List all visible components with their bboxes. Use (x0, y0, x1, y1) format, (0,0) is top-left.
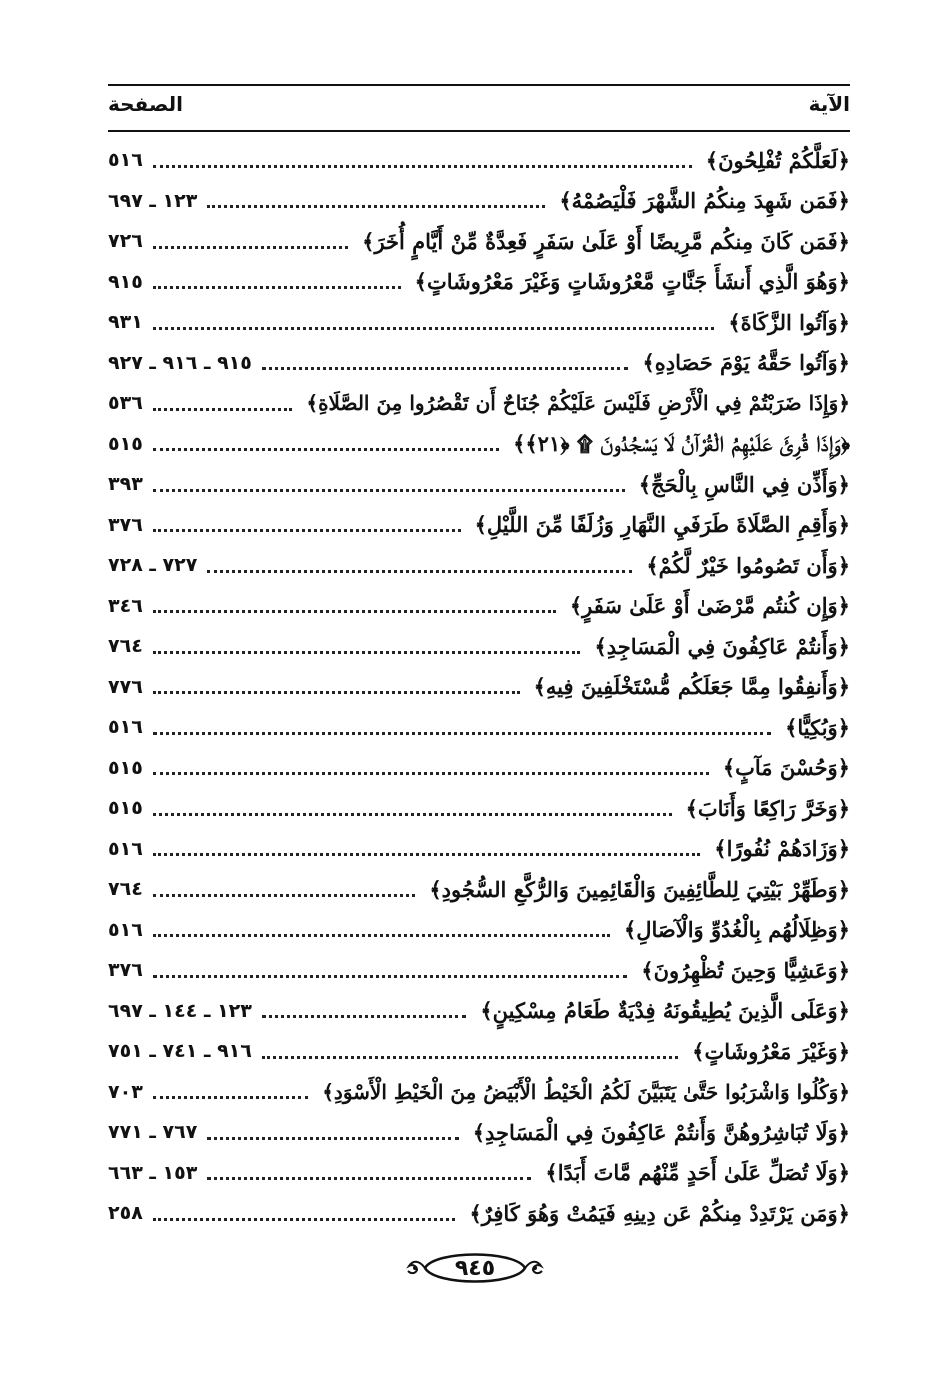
verse-text: ﴿لَعَلَّكُمْ تُفْلِحُونَ﴾ (705, 147, 850, 173)
page-number: ٩٤٥ (454, 1256, 496, 1281)
page-reference: ٥١٦ (108, 918, 143, 941)
page-reference: ٥١٥ (108, 797, 143, 820)
verse-text: ﴿وَلَا تُبَاشِرُوهُنَّ وَأَنتُمْ عَاكِفُونَ فِي الْمَسَاجِدِ﴾ (472, 1119, 850, 1145)
verse-text: ﴿وَآتُوا حَقَّهُ يَوْمَ حَصَادِهِ﴾ (642, 350, 850, 376)
dot-leader (153, 639, 581, 654)
index-entry (108, 262, 850, 303)
dot-leader (153, 234, 348, 249)
verse-text: ﴿فَمَن شَهِدَ مِنكُمُ الشَّهْرَ فَلْيَصُمْهُ﴾ (559, 188, 850, 214)
page-reference: ٧٦٧ ـ ٧٧١ (108, 1121, 198, 1144)
dot-leader (262, 1003, 466, 1018)
verse-text: ﴿وَخَرَّ رَاكِعًا وَأَنَابَ﴾ (685, 795, 850, 821)
verse-text: ﴿وَحُسْنَ مَآبٍ﴾ (722, 755, 850, 781)
index-entry (108, 667, 850, 708)
verse-text: ﴿وَإِن كُنتُم مَّرْضَىٰ أَوْ عَلَىٰ سَفَرٍ﴾ (569, 593, 850, 619)
index-entry (108, 181, 850, 222)
index-entry (108, 586, 850, 627)
page-reference: ٥١٦ (108, 716, 143, 739)
index-entry (108, 1153, 850, 1194)
verse-text: ﴿وَأَقِمِ الصَّلَاةَ طَرَفَيِ النَّهَارِ وَزُلَفًا مِّنَ اللَّيْلِ﴾ (474, 512, 850, 538)
index-entry (108, 464, 850, 505)
page-reference: ٥٣٦ (108, 392, 143, 415)
verse-text: ﴿وَأَنتُمْ عَاكِفُونَ فِي الْمَسَاجِدِ﴾ (594, 633, 850, 659)
dot-leader (153, 720, 771, 735)
page-reference: ٥١٥ (108, 432, 143, 455)
page-reference: ٣٧٦ (108, 959, 143, 982)
page-footer (0, 1248, 950, 1298)
verse-text: ﴿وَعَشِيًّا وَحِينَ تُظْهِرُونَ﴾ (641, 957, 850, 983)
page-reference: ١٥٣ ـ ٦٦٣ (108, 1161, 198, 1184)
index-entry (108, 424, 850, 465)
index-entry (108, 748, 850, 789)
dot-leader (207, 1165, 531, 1180)
index-entry (108, 626, 850, 667)
table-header (108, 92, 850, 124)
index-entry (108, 829, 850, 870)
index-entry (108, 221, 850, 262)
page-reference: ٥١٦ (108, 837, 143, 860)
page-reference: ٣٤٦ (108, 594, 143, 617)
index-entry (108, 1072, 850, 1113)
dot-leader (153, 963, 627, 978)
dot-leader (153, 598, 556, 613)
dot-leader (153, 922, 610, 937)
page-reference: ٧٢٧ ـ ٧٢٨ (108, 554, 198, 577)
page-reference: ٧٧٦ (108, 675, 143, 698)
index-entry (108, 707, 850, 748)
index-entry (108, 910, 850, 951)
verse-text: ﴿وَطَهِّرْ بَيْتِيَ لِلطَّائِفِينَ وَالْقَائِمِينَ وَالرُّكَّعِ السُّجُودِ﴾ (429, 876, 850, 902)
page-reference: ٣٧٦ (108, 513, 143, 536)
verse-text: ﴿وَإِذَا ضَرَبْتُمْ فِي الْأَرْضِ فَلَيْسَ عَلَيْكُمْ جُنَاحٌ أَن تَقْصُرُوا مِنَ الصَّلَاةِ﴾ (306, 391, 850, 416)
dot-leader (153, 1084, 308, 1099)
dot-leader (262, 1044, 678, 1059)
index-entry (108, 140, 850, 181)
verse-index-list (108, 140, 850, 1234)
dot-leader (153, 396, 293, 411)
index-entry (108, 302, 850, 343)
dot-leader (153, 517, 461, 532)
verse-text: ﴿فَمَن كَانَ مِنكُم مَّرِيضًا أَوْ عَلَىٰ سَفَرٍ فَعِدَّةٌ مِّنْ أَيَّامٍ أُخَرَ﴾ (362, 228, 850, 254)
verse-text: ﴿وَظِلَالُهُم بِالْغُدُوِّ وَالْآصَالِ﴾ (623, 917, 850, 943)
dot-leader (153, 477, 625, 492)
index-entry (108, 383, 850, 424)
ayah-column-heading: الآية (808, 92, 850, 116)
verse-text: ﴿وَإِذَا قُرِئَ عَلَيْهِمُ الْقُرْآنُ لَا يَسْجُدُونَ ۩ ﴿٢١﴾﴾ (513, 430, 850, 456)
page-reference: ٢٥٨ (108, 1202, 143, 1225)
index-entry (108, 950, 850, 991)
dot-leader (153, 760, 709, 775)
dot-leader (153, 315, 715, 330)
header-top-rule (108, 84, 850, 86)
verse-text: ﴿وَكُلُوا وَاشْرَبُوا حَتَّىٰ يَتَبَيَّنَ لَكُمُ الْخَيْطُ الْأَبْيَضُ مِنَ الْخَيْطِ الْأَسْوَدِ﴾ (322, 1079, 850, 1104)
page-reference: ٣٩٣ (108, 473, 143, 496)
dot-leader (153, 882, 416, 897)
verse-text: ﴿وَمَن يَرْتَدِدْ مِنكُمْ عَن دِينِهِ فَيَمُتْ وَهُوَ كَافِرٌ﴾ (469, 1200, 850, 1226)
index-entry (108, 545, 850, 586)
page-reference: ٧٠٣ (108, 1080, 143, 1103)
page-reference: ١٢٣ ـ ١٤٤ ـ ٦٩٧ (108, 999, 252, 1022)
index-entry (108, 1112, 850, 1153)
page-column-heading: الصفحة (108, 92, 184, 116)
verse-text: ﴿وَآتُوا الزَّكَاةَ﴾ (728, 309, 850, 335)
page-reference: ١٢٣ ـ ٦٩٧ (108, 189, 198, 212)
dot-leader (207, 193, 545, 208)
page-reference: ٧٦٤ (108, 635, 143, 658)
verse-text: ﴿وَأَنفِقُوا مِمَّا جَعَلَكُم مُّسْتَخْلَفِينَ فِيهِ﴾ (533, 674, 850, 700)
verse-text: ﴿وَغَيْرَ مَعْرُوشَاتٍ﴾ (692, 1038, 850, 1064)
dot-leader (153, 1206, 456, 1221)
page-reference: ٥١٥ (108, 756, 143, 779)
dot-leader (207, 558, 632, 573)
header-bottom-rule (108, 130, 850, 132)
dot-leader (153, 841, 700, 856)
dot-leader (207, 1125, 458, 1140)
dot-leader (153, 153, 692, 168)
page-reference: ٧٦٤ (108, 878, 143, 901)
page-reference: ٩١٦ ـ ٧٤١ ـ ٧٥١ (108, 1040, 252, 1063)
index-entry (108, 1193, 850, 1234)
dot-leader (153, 436, 499, 451)
page-reference: ٩٣١ (108, 311, 143, 334)
index-entry (108, 505, 850, 546)
index-entry (108, 1031, 850, 1072)
verse-text: ﴿وَبُكِيًّا﴾ (785, 714, 850, 740)
verse-text: ﴿وَأَن تَصُومُوا خَيْرٌ لَّكُمْ﴾ (646, 552, 850, 578)
index-entry (108, 788, 850, 829)
verse-text: ﴿وَعَلَى الَّذِينَ يُطِيقُونَهُ فِدْيَةٌ طَعَامُ مِسْكِينٍ﴾ (480, 998, 850, 1024)
dot-leader (153, 274, 401, 289)
page-reference: ٥١٦ (108, 149, 143, 172)
page-reference: ٧٢٦ (108, 230, 143, 253)
index-entry (108, 869, 850, 910)
verse-text: ﴿وَلَا تُصَلِّ عَلَىٰ أَحَدٍ مِّنْهُم مَّاتَ أَبَدًا﴾ (545, 1160, 850, 1186)
page-reference: ٩١٥ ـ ٩١٦ ـ ٩٢٧ (108, 351, 252, 374)
page-reference: ٩١٥ (108, 270, 143, 293)
index-entry (108, 991, 850, 1032)
dot-leader (153, 801, 672, 816)
index-entry (108, 343, 850, 384)
verse-text: ﴿وَزَادَهُمْ نُفُورًا﴾ (714, 836, 850, 862)
verse-text: ﴿وَأَذِّن فِي النَّاسِ بِالْحَجِّ﴾ (638, 471, 850, 497)
dot-leader (153, 679, 520, 694)
verse-text: ﴿وَهُوَ الَّذِي أَنشَأَ جَنَّاتٍ مَّعْرُوشَاتٍ وَغَيْرَ مَعْرُوشَاتٍ﴾ (414, 269, 850, 295)
dot-leader (262, 355, 629, 370)
